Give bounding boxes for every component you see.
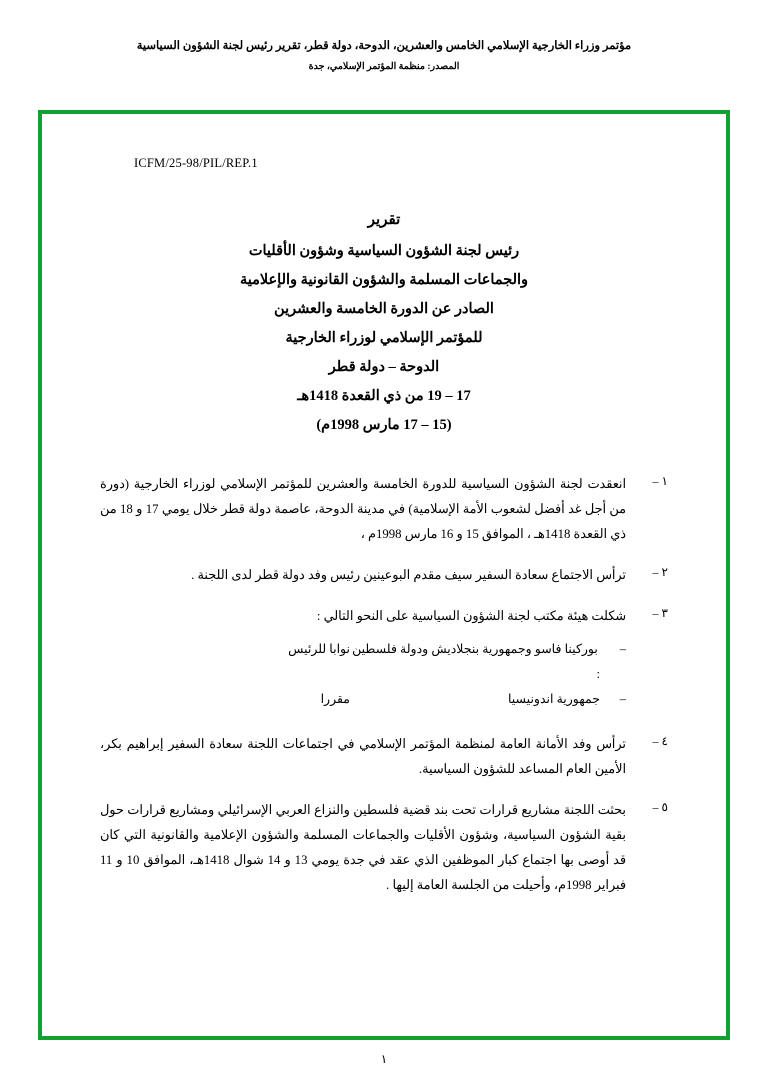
- sub-item-2: [100, 687, 626, 712]
- sub-item-1-main: بوركينا فاسو وجمهورية بنجلاديش ودولة فلسطين :: [352, 641, 600, 681]
- sub-item-1-dash: –: [619, 641, 626, 656]
- title-line-1: تقرير: [367, 212, 401, 228]
- paragraph-1: [100, 472, 668, 547]
- title-line-2: رئيس لجنة الشؤون السياسية وشؤون الأقليات: [248, 243, 520, 259]
- page-number: ١: [380, 1052, 388, 1066]
- title-line-4: الصادر عن الدورة الخامسة والعشرين: [274, 301, 494, 317]
- sub-item-1: [100, 637, 626, 687]
- paragraph-3: [100, 604, 668, 716]
- paragraph-3-body: [100, 604, 626, 716]
- paragraph-2: [100, 563, 668, 588]
- paragraph-2-text: ترأس الاجتماع سعادة السفير سيف مقدم البوعينين رئيس وفد دولة قطر لدى اللجنة .: [191, 567, 626, 582]
- paragraph-5-text: بحثت اللجنة مشاريع قرارات تحت بند قضية فلسطين والنزاع العربي الإسرائيلي ومشاريع قرارات حول بقية الشؤون السياسية، وشؤون الأقليات والجماعات المسلمة والشؤون الإعلامية والقانونية التي كان قد أوصى بها اجتماع كبار الموظفين الذي عقد في جدة يومي 13 و 14 شوال 1418هـ، الموافق 10 و 11 فبراير 1998م، وأحيلت من الجلسة العامة إليها .: [100, 802, 626, 892]
- paragraph-1-number: ١ –: [652, 474, 668, 488]
- document-code: ICFM/25-98/PIL/REP.1: [134, 156, 258, 170]
- title-line-5: للمؤتمر الإسلامي لوزراء الخارجية: [285, 330, 483, 346]
- paragraph-3-number: ٣ –: [652, 605, 668, 620]
- sub-item-2-main: جمهورية اندونيسيا: [507, 691, 600, 706]
- title-line-8: (15 – 17 مارس 1998م): [316, 417, 452, 433]
- paragraph-5: [100, 798, 668, 898]
- paragraph-4: [100, 732, 668, 782]
- title-line-3: والجماعات المسلمة والشؤون القانونية والإعلامية: [239, 272, 529, 288]
- sub-item-2-dash: –: [619, 691, 626, 706]
- title-line-6: الدوحة – دولة قطر: [328, 359, 440, 375]
- document-body: [42, 114, 726, 1036]
- title-line-7: 17 – 19 من ذي القعدة 1418هـ: [297, 388, 471, 404]
- sub-item-2-role: مقررا: [320, 691, 350, 706]
- paragraph-3-sub-list: [100, 637, 626, 712]
- paragraph-3-text: شكلت هيئة مكتب لجنة الشؤون السياسية على النحو التالي :: [316, 608, 626, 623]
- sub-item-1-role: نوابا للرئيس: [288, 641, 350, 656]
- header-source: المصدر: منظمة المؤتمر الإسلامي، جدة: [308, 62, 460, 73]
- paragraph-list: [100, 472, 668, 897]
- paragraph-1-text: انعقدت لجنة الشؤون السياسية للدورة الخامسة والعشرين للمؤتمر الإسلامي لوزراء الخارجية (دورة من أجل غد أفضل لشعوب الأمة الإسلامية) في مدينة الدوحة، عاصمة دولة قطر خلال يومي 17 و 18 من ذي القعدة 1418هـ ، الموافق 15 و 16 مارس 1998م ،: [100, 477, 627, 541]
- paragraph-2-number: ٢ –: [652, 564, 668, 579]
- header-title: مؤتمر وزراء الخارجية الإسلامي الخامس والعشرين، الدوحة، دولة قطر، تقرير رئيس لجنة الشؤون السياسية: [136, 40, 632, 52]
- paragraph-5-number: ٥ –: [652, 799, 668, 814]
- document-title-block: [100, 205, 668, 440]
- page-header: [0, 0, 768, 72]
- paragraph-4-number: ٤ –: [652, 733, 668, 748]
- document-frame: [38, 110, 730, 1040]
- paragraph-4-text: ترأس وفد الأمانة العامة لمنظمة المؤتمر الإسلامي في اجتماعات اللجنة سعادة السفير إبراهيم بكر، الأمين العام المساعد للشؤون السياسية.: [100, 736, 626, 776]
